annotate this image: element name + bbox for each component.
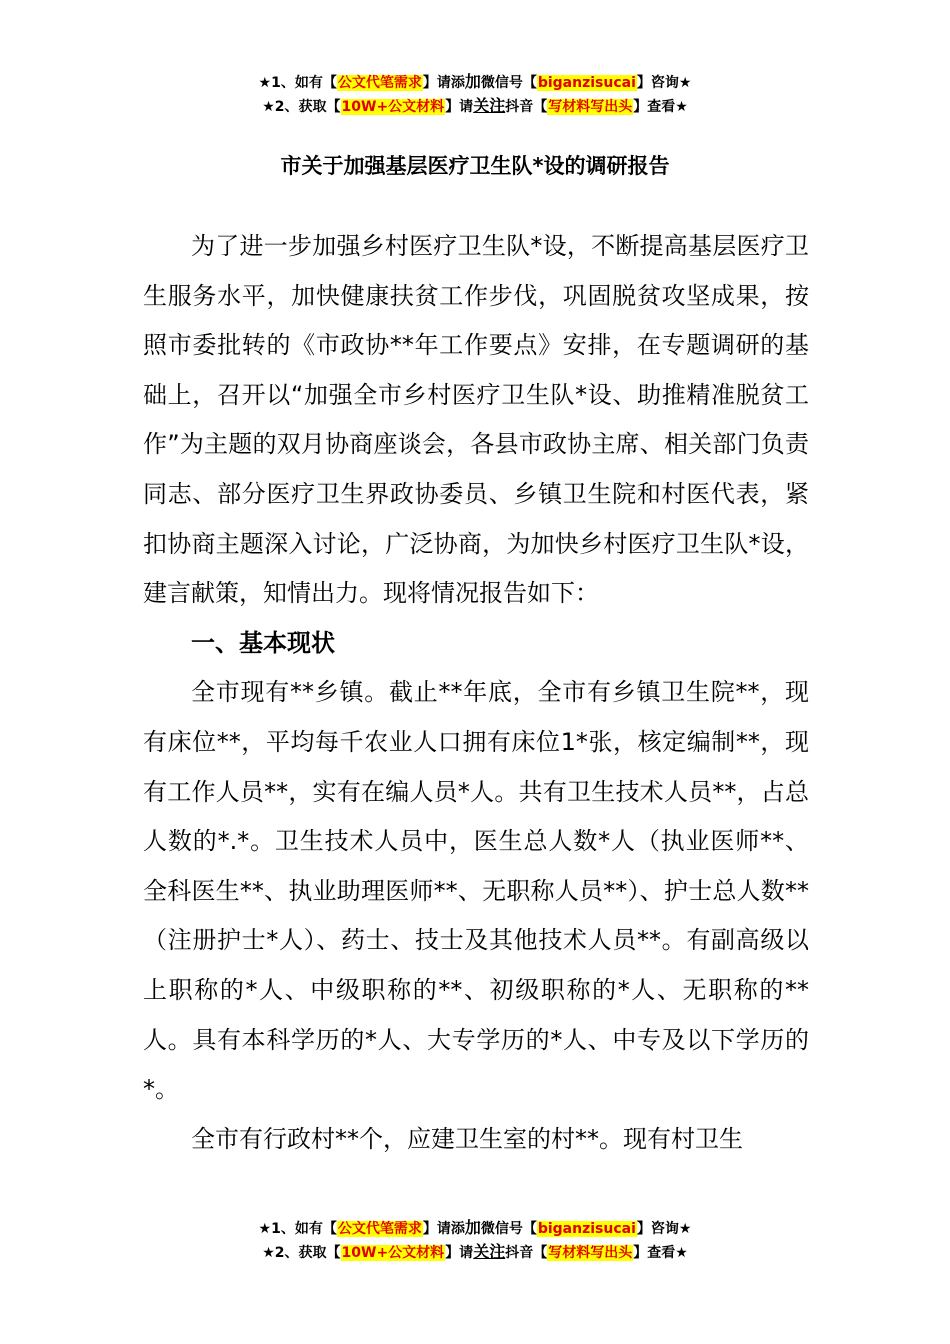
ad-text: 抖音【 xyxy=(505,1245,548,1261)
paragraph-intro: 为了进一步加强乡村医疗卫生队*设，不断提高基层医疗卫生服务水平，加快健康扶贫工作步伐，巩固脱贫攻坚成果，按照市委批转的《市政协**年工作要点》安排，在专题调研的基础上，召开以“加强全市乡村医疗卫生队*设、助推精准脱贫工作”为主题的双月协商座谈会，各县市政协主席、相关部门负责同志、部分医疗卫生界政协委员、乡镇卫生院和村医代表，紧扣协商主题深入讨论，广泛协商，为加快乡村医疗卫生队*设，建言献策，知情出力。现将情况报告如下： xyxy=(143,232,809,608)
ad-text: 微信号【 xyxy=(480,75,537,91)
ad-highlight-wechat-id: biganzisucai xyxy=(537,75,636,91)
document-title: 市关于加强基层医疗卫生队*设的调研报告 xyxy=(280,154,670,178)
ad-text: ★2、获取【 xyxy=(262,1245,341,1261)
ad-text: 】请 xyxy=(445,99,474,115)
ad-banner-top-line1 xyxy=(0,71,950,94)
ad-banner-bottom-line1 xyxy=(0,1217,950,1240)
ad-text: 抖音【 xyxy=(505,99,548,115)
ad-text-emphasis: 加 xyxy=(464,72,481,91)
ad-text: ★2、获取【 xyxy=(262,99,341,115)
ad-highlight-douyin: 写材料写出头 xyxy=(548,1245,633,1261)
ad-highlight-wechat-id: biganzisucai xyxy=(537,1221,636,1237)
paragraph-village-clinics: 全市有行政村**个，应建卫生室的村**。现有村卫生 xyxy=(191,1124,743,1153)
document-body xyxy=(143,222,809,1164)
ad-highlight-service: 公文代笔需求 xyxy=(337,75,422,91)
paragraph-township-hospitals: 全市现有**乡镇。截止**年底，全市有乡镇卫生院**，现有床位**，平均每千农业人口拥有床位1*张，核定编制**，现有工作人员**，实有在编人员*人。共有卫生技术人员**，占总人数的*.*。卫生技术人员中，医生总人数*人（执业医师**、全科医生**、执业助理医师**、无职称人员**）、护士总人数**（注册护士*人）、药士、技士及其他技术人员**。有副高级以上职称的*人、中级职称的**、初级职称的*人、无职称的**人。具有本科学历的*人、大专学历的*人、中专及以下学历的*。 xyxy=(143,678,809,1104)
ad-text: 】咨询★ xyxy=(636,75,692,91)
ad-text: ★1、如有【 xyxy=(258,75,337,91)
ad-text: 微信号【 xyxy=(480,1221,537,1237)
ad-text-emphasis: 关注 xyxy=(473,96,506,115)
section-heading-basic-status: 一、基本现状 xyxy=(191,628,335,657)
ad-highlight-materials: 10W+公文材料 xyxy=(341,99,445,115)
ad-text: 】咨询★ xyxy=(636,1221,692,1237)
ad-highlight-service: 公文代笔需求 xyxy=(337,1221,422,1237)
ad-text-emphasis: 关注 xyxy=(473,1242,506,1261)
ad-text: ★1、如有【 xyxy=(258,1221,337,1237)
ad-highlight-materials: 10W+公文材料 xyxy=(341,1245,445,1261)
ad-banner-top-line2 xyxy=(0,95,950,118)
ad-highlight-douyin: 写材料写出头 xyxy=(548,99,633,115)
ad-text: 】请添 xyxy=(422,1221,465,1237)
ad-text-emphasis: 加 xyxy=(464,1218,481,1237)
ad-text: 】请 xyxy=(445,1245,474,1261)
ad-text: 】查看★ xyxy=(633,99,688,115)
ad-banner-bottom-line2 xyxy=(0,1241,950,1264)
ad-text: 】请添 xyxy=(422,75,465,91)
ad-text: 】查看★ xyxy=(633,1245,688,1261)
